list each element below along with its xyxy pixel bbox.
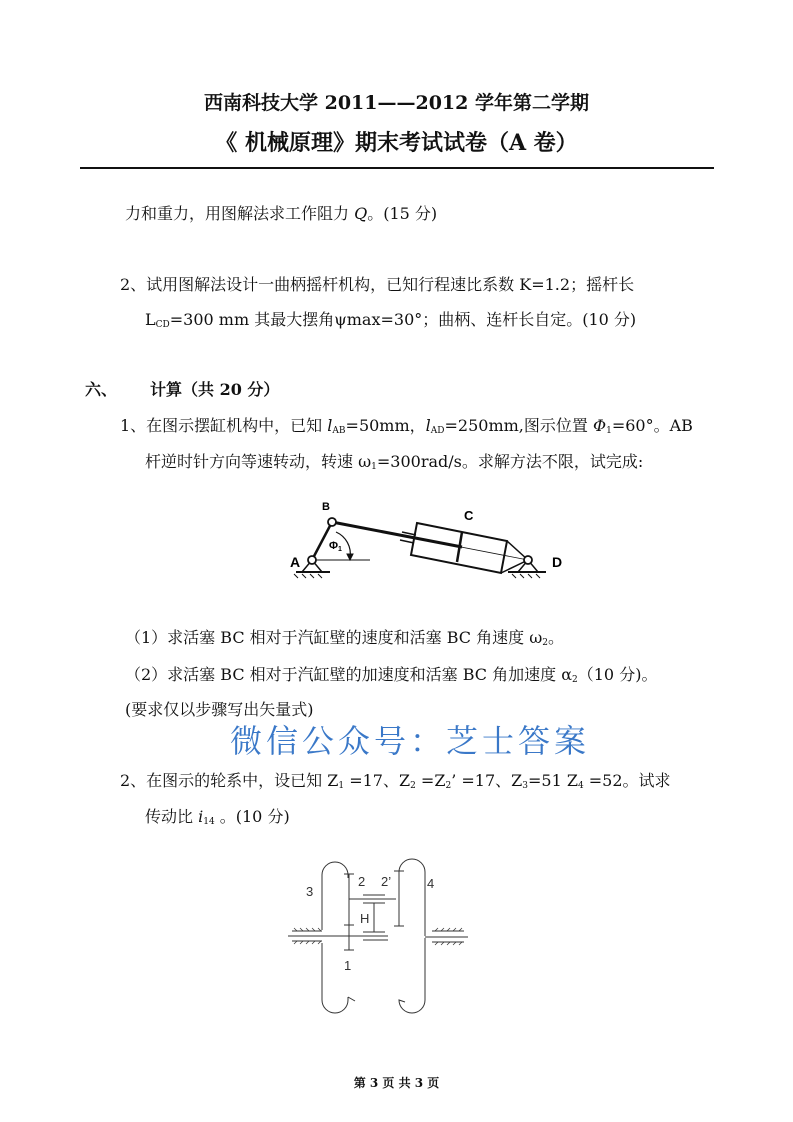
- gear-label-2: 2: [358, 874, 366, 889]
- text: 杆逆时针方向等速转动，转速 ω: [145, 452, 372, 471]
- text: =52。试求: [583, 771, 671, 790]
- question-6-2-line2: [145, 804, 290, 827]
- text: =51 Z: [527, 771, 578, 790]
- subscript: 2: [572, 675, 578, 685]
- exam-title: 《 机械原理》期末考试试卷（A 卷）: [215, 130, 578, 156]
- text: L: [145, 310, 156, 329]
- question-6-1-part1: [125, 625, 564, 648]
- text: =60°。AB: [611, 416, 693, 435]
- gear-train-figure: [280, 850, 480, 1020]
- subscript: 2: [445, 781, 452, 791]
- section-title: 计算（共 20 分）: [150, 380, 280, 399]
- gear-label-3: 3: [306, 884, 314, 899]
- question-6-1-line1: [120, 413, 693, 436]
- angle-label-phi: [329, 540, 342, 553]
- subscript: 4: [577, 781, 584, 791]
- text: =300 mm 其最大摆角ψmax=30°；曲柄、连杆长自定。(10 分): [169, 310, 637, 329]
- symbol: i: [198, 807, 204, 826]
- text: （10 分)。: [577, 665, 658, 684]
- subscript: 1: [338, 546, 342, 553]
- question-6-1-part2: [125, 662, 657, 685]
- subscript: 2: [410, 781, 416, 791]
- question-5-2-line1: 2、试用图解法设计一曲柄摇杆机构，已知行程速比系数 K=1.2；摇杆长: [120, 275, 635, 294]
- subscript: 2: [542, 638, 548, 648]
- text: =Z: [415, 771, 446, 790]
- text: 。(10 分): [214, 807, 290, 826]
- joint-label-a: A: [290, 554, 301, 570]
- subscript: 1: [371, 462, 377, 472]
- text: 1、在图示摆缸机构中，已知: [120, 416, 328, 435]
- subscript: 1: [606, 426, 612, 436]
- exam-header-line1: 西南科技大学 2011——2012 学年第二学期: [204, 92, 589, 114]
- phi: Φ: [329, 540, 339, 552]
- gear-label-2-prime: 2’: [381, 874, 392, 889]
- section-number: 六、: [85, 380, 118, 399]
- text: 传动比: [145, 807, 199, 826]
- question-6-1-note: (要求仅以步骤写出矢量式): [125, 700, 314, 719]
- text: 2、在图示的轮系中，设已知 Z: [120, 771, 339, 790]
- text: ’ =17、Z: [451, 771, 523, 790]
- text: 。: [548, 628, 565, 647]
- oscillating-cylinder-figure: [270, 480, 600, 630]
- subscript: 1: [338, 781, 345, 791]
- subscript: 3: [522, 781, 528, 791]
- gear-label-1: 1: [344, 958, 352, 973]
- continuation-text: [125, 201, 437, 224]
- subscript: CD: [155, 320, 170, 330]
- question-6-2-line1: [120, 768, 671, 791]
- joint-label-b: B: [322, 501, 330, 513]
- page-footer: 第 3 页 共 3 页: [353, 1076, 440, 1090]
- text: 力和重力，用图解法求工作阻力: [125, 204, 355, 223]
- text: =50mm，: [345, 416, 426, 435]
- text: （1）求活塞 BC 相对于汽缸壁的速度和活塞 BC 角速度 ω: [125, 628, 543, 647]
- gear-label-4: 4: [427, 876, 435, 891]
- joint-label-d: D: [552, 554, 563, 570]
- text: （2）求活塞 BC 相对于汽缸壁的加速度和活塞 BC 角加速度 α: [125, 665, 573, 684]
- subscript: 14: [203, 817, 215, 827]
- subscript: AB: [332, 426, 346, 436]
- symbol: l: [425, 416, 431, 435]
- text: =300rad/s。求解方法不限，试完成:: [376, 452, 644, 471]
- symbol: l: [327, 416, 333, 435]
- joint-label-c: C: [464, 508, 474, 523]
- question-5-2-line2: [145, 307, 636, 330]
- text: =17、Z: [344, 771, 411, 790]
- question-6-1-line2: [145, 449, 643, 472]
- text: 。(15 分): [367, 204, 438, 223]
- watermark: 微信公众号：芝士答案: [230, 722, 591, 760]
- header-divider: [80, 167, 714, 169]
- text: =250mm,图示位置: [444, 416, 593, 435]
- symbol-q: Q: [354, 204, 368, 223]
- carrier-label-h: H: [360, 911, 370, 926]
- subscript: AD: [430, 426, 445, 436]
- symbol: Φ: [592, 416, 607, 435]
